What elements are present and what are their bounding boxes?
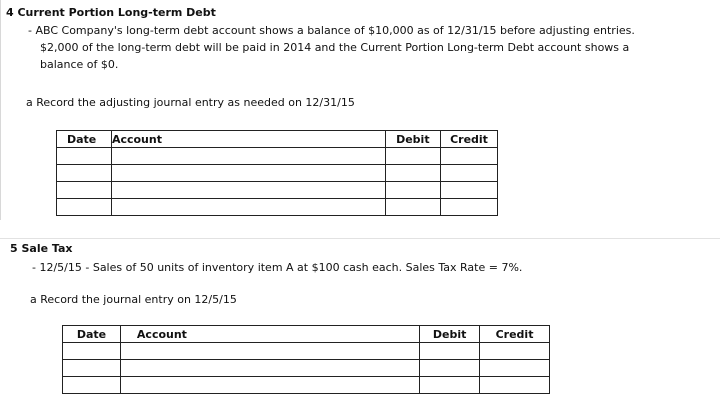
account-column-header: Account xyxy=(111,131,385,148)
credit-column-header: Credit xyxy=(480,326,550,343)
account-cell[interactable] xyxy=(111,165,385,182)
debit-cell[interactable] xyxy=(386,199,441,216)
debit-cell[interactable] xyxy=(386,165,441,182)
table-row[interactable] xyxy=(57,165,498,182)
problem-4-heading: 4 Current Portion Long-term Debt xyxy=(6,6,216,19)
account-cell[interactable] xyxy=(111,182,385,199)
journal-entry-table-4 xyxy=(56,130,498,216)
journal-table-header xyxy=(63,326,550,343)
section-left-rule xyxy=(0,0,1,220)
problem-4-bullet-line-1: - ABC Company's long-term debt account shows a balance of $10,000 as of 12/31/15 before adjusting entries. xyxy=(28,24,635,37)
credit-cell[interactable] xyxy=(480,360,550,377)
account-cell[interactable] xyxy=(120,377,419,394)
date-cell[interactable] xyxy=(57,199,112,216)
table-row[interactable] xyxy=(63,360,550,377)
debit-column-header: Debit xyxy=(420,326,480,343)
account-cell[interactable] xyxy=(111,148,385,165)
account-column-header: Account xyxy=(120,326,419,343)
debit-column-header: Debit xyxy=(386,131,441,148)
table-row[interactable] xyxy=(57,199,498,216)
date-cell[interactable] xyxy=(63,343,121,360)
problem-4-instruction: a Record the adjusting journal entry as needed on 12/31/15 xyxy=(26,96,355,109)
debit-cell[interactable] xyxy=(386,182,441,199)
problem-4-bullet-line-2: $2,000 of the long-term debt will be paid in 2014 and the Current Portion Long-term Debt account shows a xyxy=(40,41,630,54)
table-row[interactable] xyxy=(63,343,550,360)
journal-table-header xyxy=(57,131,498,148)
debit-cell[interactable] xyxy=(420,377,480,394)
date-cell[interactable] xyxy=(57,182,112,199)
account-cell[interactable] xyxy=(111,199,385,216)
credit-cell[interactable] xyxy=(441,182,498,199)
debit-cell[interactable] xyxy=(420,343,480,360)
credit-cell[interactable] xyxy=(480,343,550,360)
date-cell[interactable] xyxy=(57,165,112,182)
table-row[interactable] xyxy=(57,148,498,165)
journal-entry-table-5 xyxy=(62,325,550,394)
table-row[interactable] xyxy=(57,182,498,199)
date-cell[interactable] xyxy=(57,148,112,165)
problem-4-bullet-line-3: balance of $0. xyxy=(40,58,119,71)
date-column-header: Date xyxy=(57,131,112,148)
date-cell[interactable] xyxy=(63,377,121,394)
table-row[interactable] xyxy=(63,377,550,394)
problem-5-bullet-line-1: - 12/5/15 - Sales of 50 units of inventory item A at $100 cash each. Sales Tax Rate = 7%. xyxy=(32,261,523,274)
account-cell[interactable] xyxy=(120,360,419,377)
problem-5-heading: 5 Sale Tax xyxy=(10,242,73,255)
date-cell[interactable] xyxy=(63,360,121,377)
date-column-header: Date xyxy=(63,326,121,343)
credit-cell[interactable] xyxy=(441,165,498,182)
credit-column-header: Credit xyxy=(441,131,498,148)
account-cell[interactable] xyxy=(120,343,419,360)
credit-cell[interactable] xyxy=(441,148,498,165)
credit-cell[interactable] xyxy=(441,199,498,216)
problem-5-instruction: a Record the journal entry on 12/5/15 xyxy=(30,293,237,306)
problem-5-section xyxy=(0,238,720,406)
debit-cell[interactable] xyxy=(386,148,441,165)
debit-cell[interactable] xyxy=(420,360,480,377)
credit-cell[interactable] xyxy=(480,377,550,394)
